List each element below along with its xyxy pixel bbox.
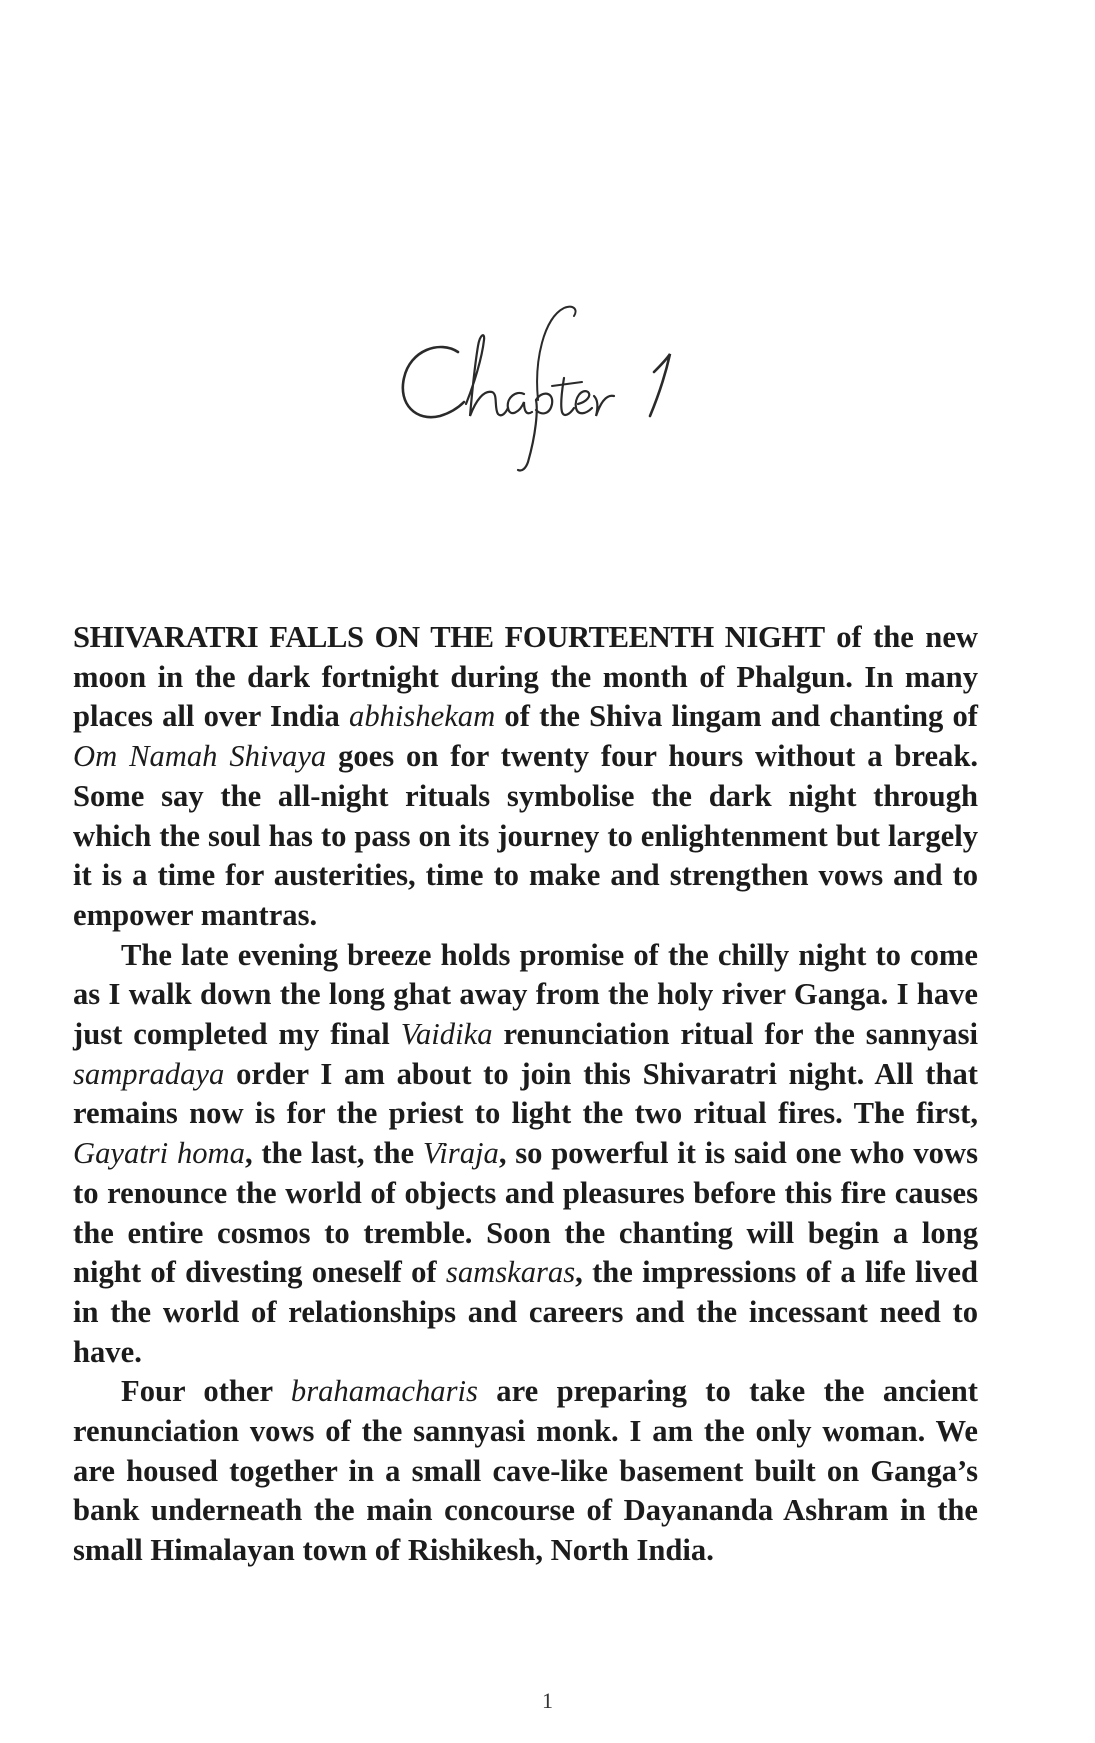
paragraph-3 — [73, 1372, 978, 1571]
italic-term: sampradaya — [73, 1056, 225, 1091]
text-run: goes on for twenty four hours without a break. Some say the all-night rituals symbolise the dark night through which the soul has to pass on its journey to enlightenment but largely it is a time for austerities, time to make and strengthen vows and to empower mantras. — [73, 739, 978, 932]
text-run: Four other — [121, 1374, 291, 1409]
chapter-heading-script — [388, 300, 708, 480]
opening-small-caps: SHIVARATRI FALLS ON THE FOURTEENTH NIGHT — [73, 620, 825, 654]
text-run: are preparing to take the ancient renunciation vows of the sannyasi monk. I am the only woman. We are housed together in a small cave-like basement built on Ganga’s bank underneath the main concourse of Dayananda Ashram in the small Himalayan town of Rishikesh, North India. — [73, 1374, 978, 1568]
paragraph-2 — [73, 936, 978, 1373]
text-run: , so powerful it is said one who vows to renounce the world of objects and pleasures before this fire causes the entire cosmos to tremble. Soon the chanting will begin a long night of divesting oneself of — [73, 1136, 978, 1290]
italic-term: abhishekam — [349, 699, 496, 734]
italic-term: brahamacharis — [290, 1374, 478, 1409]
paragraph-1 — [73, 618, 978, 936]
italic-term: Viraja — [422, 1136, 499, 1171]
text-run: , the impressions of a life lived in the world of relationships and careers and the incessant need to have. — [73, 1255, 978, 1369]
italic-term: samskaras — [445, 1255, 576, 1290]
text-run: renunciation ritual for the sannyasi — [492, 1017, 978, 1052]
chapter-heading — [0, 300, 1095, 480]
text-run: of the new moon in the dark fortnight during the month of Phalgun. In many places all over India — [73, 620, 978, 734]
text-run: of the Shiva lingam and chanting of — [495, 699, 978, 734]
text-run: order I am about to join this Shivaratri night. All that remains now is for the priest to light the two ritual fires. The first, — [73, 1056, 978, 1131]
italic-term: Gayatri homa — [73, 1136, 245, 1171]
italic-term: Om Namah Shivaya — [73, 739, 327, 774]
page-number: 1 — [542, 1688, 553, 1713]
chapter-body — [73, 618, 978, 1571]
text-run: , the last, the — [244, 1136, 423, 1171]
text-run: The late evening breeze holds promise of the chilly night to come as I walk down the long ghat away from the holy river Ganga. I have just completed my final — [73, 937, 978, 1052]
italic-term: Vaidika — [400, 1017, 493, 1052]
